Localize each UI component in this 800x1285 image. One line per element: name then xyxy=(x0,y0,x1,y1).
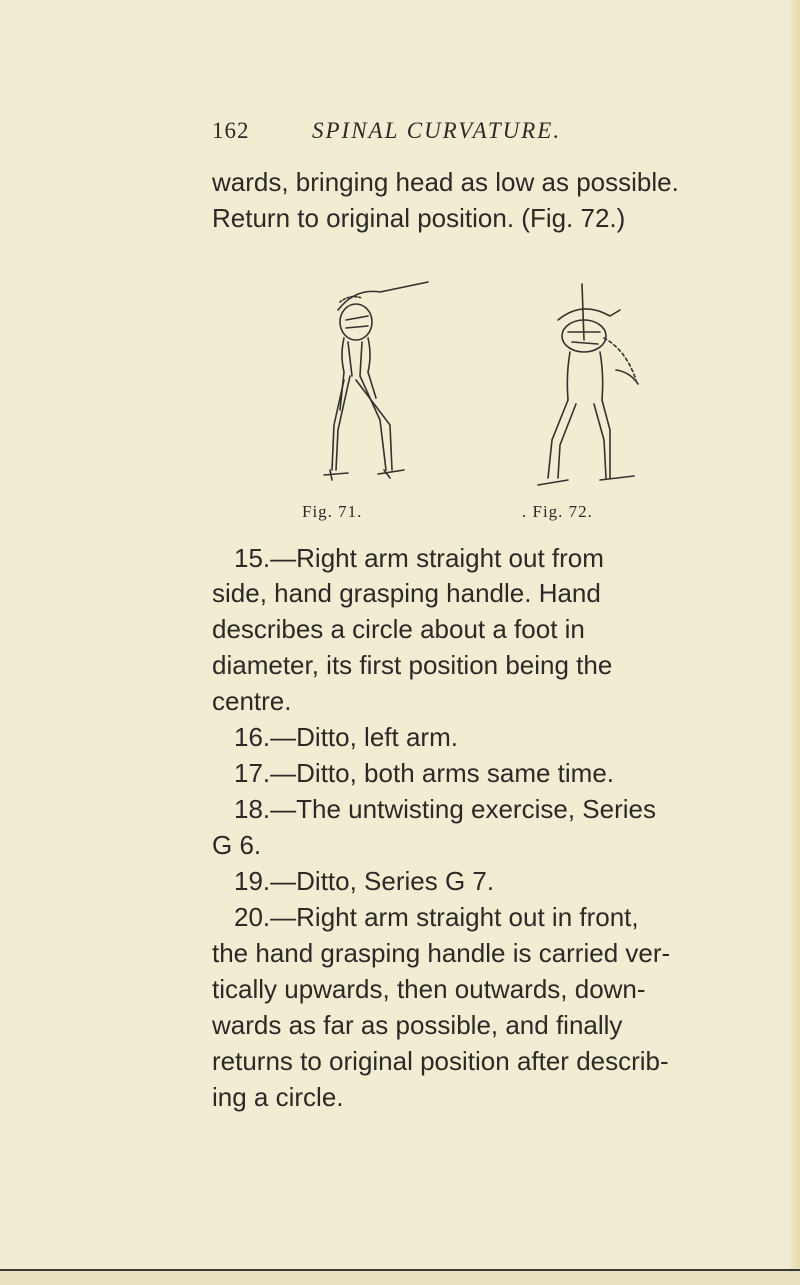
text-line: ing a circle. xyxy=(212,1082,344,1112)
text-line: 19.—Ditto, Series G 7. xyxy=(234,866,495,896)
page-edge-right xyxy=(790,0,800,1285)
text-line: the hand grasping handle is carried ver- xyxy=(212,938,671,968)
exercising-figure-icon xyxy=(518,280,668,495)
text-line: returns to original position after describ- xyxy=(212,1046,669,1076)
exercising-figure-icon xyxy=(310,280,430,495)
text-line: 16.—Ditto, left arm. xyxy=(234,722,458,752)
page-edge-bottom xyxy=(0,1269,800,1285)
text-line: wards as far as possible, and finally xyxy=(212,1010,623,1040)
text-line: 17.—Ditto, both arms same time. xyxy=(234,758,615,788)
text-line: Return to original position. (Fig. 72.) xyxy=(212,203,626,233)
figure-group xyxy=(300,280,680,530)
text-line: diameter, its first position being the xyxy=(212,650,613,680)
text-line: 18.—The untwisting exercise, Series xyxy=(234,794,656,824)
page-number: 162 xyxy=(212,118,250,143)
running-title: SPINAL CURVATURE. xyxy=(312,118,562,143)
text-line: 15.—Right arm straight out from xyxy=(234,543,604,573)
figure-caption: Fig. 71. xyxy=(302,502,363,521)
text-line: tically upwards, then outwards, down- xyxy=(212,974,646,1004)
text-line: describes a circle about a foot in xyxy=(212,614,585,644)
running-header xyxy=(212,118,632,158)
text-line: G 6. xyxy=(212,830,262,860)
text-line: centre. xyxy=(212,686,292,716)
text-line: 20.—Right arm straight out in front, xyxy=(234,902,639,932)
text-line: side, hand grasping handle. Hand xyxy=(212,578,601,608)
text-line: wards, bringing head as low as possible. xyxy=(212,167,679,197)
figure-caption: . Fig. 72. xyxy=(522,502,593,521)
